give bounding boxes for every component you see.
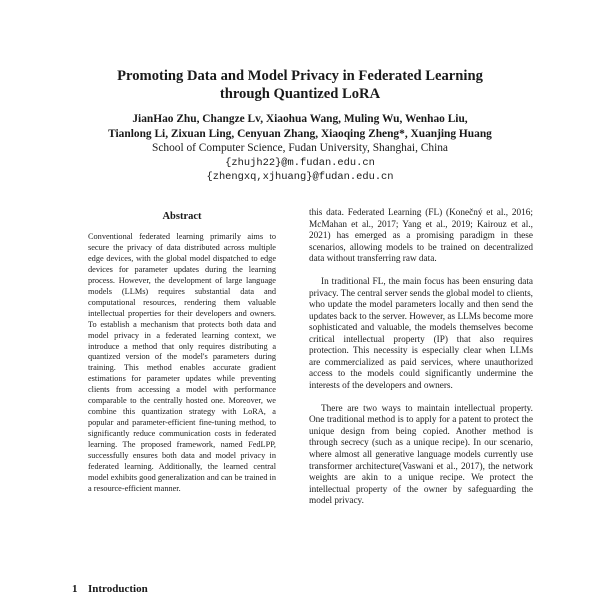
left-column [88, 210, 276, 495]
author-block [40, 112, 560, 185]
authors-line-1: JianHao Zhu, Changze Lv, Xiaohua Wang, Muling Wu, Wenhao Liu, [132, 113, 468, 125]
authors-line-2: Tianlong Li, Zixuan Ling, Cenyuan Zhang, Xiaoqing Zheng*, Xuanjing Huang [108, 127, 492, 140]
right-column [309, 208, 533, 508]
abstract-text: Conventional federated learning primarily aims to secure the privacy of data distributed across multiple edge devices, with the global model dispatched to edge devices for parameter updates during the learning process. However, the development of large language models (LLMs) requires substantial data and computational resources, rendering them valuable intellectual properties for their developers and owners. To establish a mechanism that protects both data and model privacy in a federated learning context, we introduce a method that only requires distributing a quantized version of the model's parameters during training. This method enables accurate gradient estimations for parameter updates while preventing clients from accessing a model with performance comparable to the centrally hosted one. Moreover, we combine this quantization strategy with LoRA, a popular and parameter-efficient fine-tuning method, to significantly reduce communication costs in federated learning. The proposed framework, named FedLPP, successfully ensures both data and model privacy in federated learning. Additionally, the learned central model exhibits good generalization and can be trained in a resource-efficient manner. [88, 232, 277, 493]
section-title: Introduction [88, 583, 148, 595]
body-paragraph: In traditional FL, the main focus has been ensuring data privacy. The central server sends the global model to clients, who update the model parameters locally and then send the updates back to the server. However, as LLMs become more sophisticated and valuable, the models themselves become critical intellectual property (IP) that also requires protection. This necessity is especially clear when LLMs are commercialized as paid services, where unauthorized access to the models could significantly undermine the interests of the developers and owners. [309, 277, 533, 391]
section-number: 1 [72, 583, 78, 595]
section-heading [72, 582, 148, 596]
email-line-2: {zhengxq,xjhuang}@fudan.edu.cn [206, 171, 394, 183]
paper-title-line-2: through Quantized LoRA [219, 86, 381, 102]
affiliation: School of Computer Science, Fudan University, Shanghai, China [151, 142, 448, 154]
body-paragraph: this data. Federated Learning (FL) (Konečný et al., 2016; McMahan et al., 2017; Yang et al., 2019; Kairouz et al., 2021) has emerged as a promising paradigm in these scenarios, allowing models to be trained on decentralized data without transferring raw data. [309, 208, 533, 265]
email-line-1: {zhujh22}@m.fudan.edu.cn [225, 156, 375, 169]
paper-title [40, 67, 560, 103]
paper-title-line-1: Promoting Data and Model Privacy in Federated Learning [117, 68, 483, 84]
abstract-heading: Abstract [162, 211, 202, 222]
body-paragraph: There are two ways to maintain intellectual property. One traditional method is to apply for a patent to protect the unique design from being copied. Another method is through secrecy (such as a unique recipe). In our scenario, where almost all generative language models currently use transformer architecture(Vaswani et al., 2017), the network weights are akin to a unique recipe. We protect the intellectual property of the owner by safeguarding the model privacy. [309, 403, 533, 507]
